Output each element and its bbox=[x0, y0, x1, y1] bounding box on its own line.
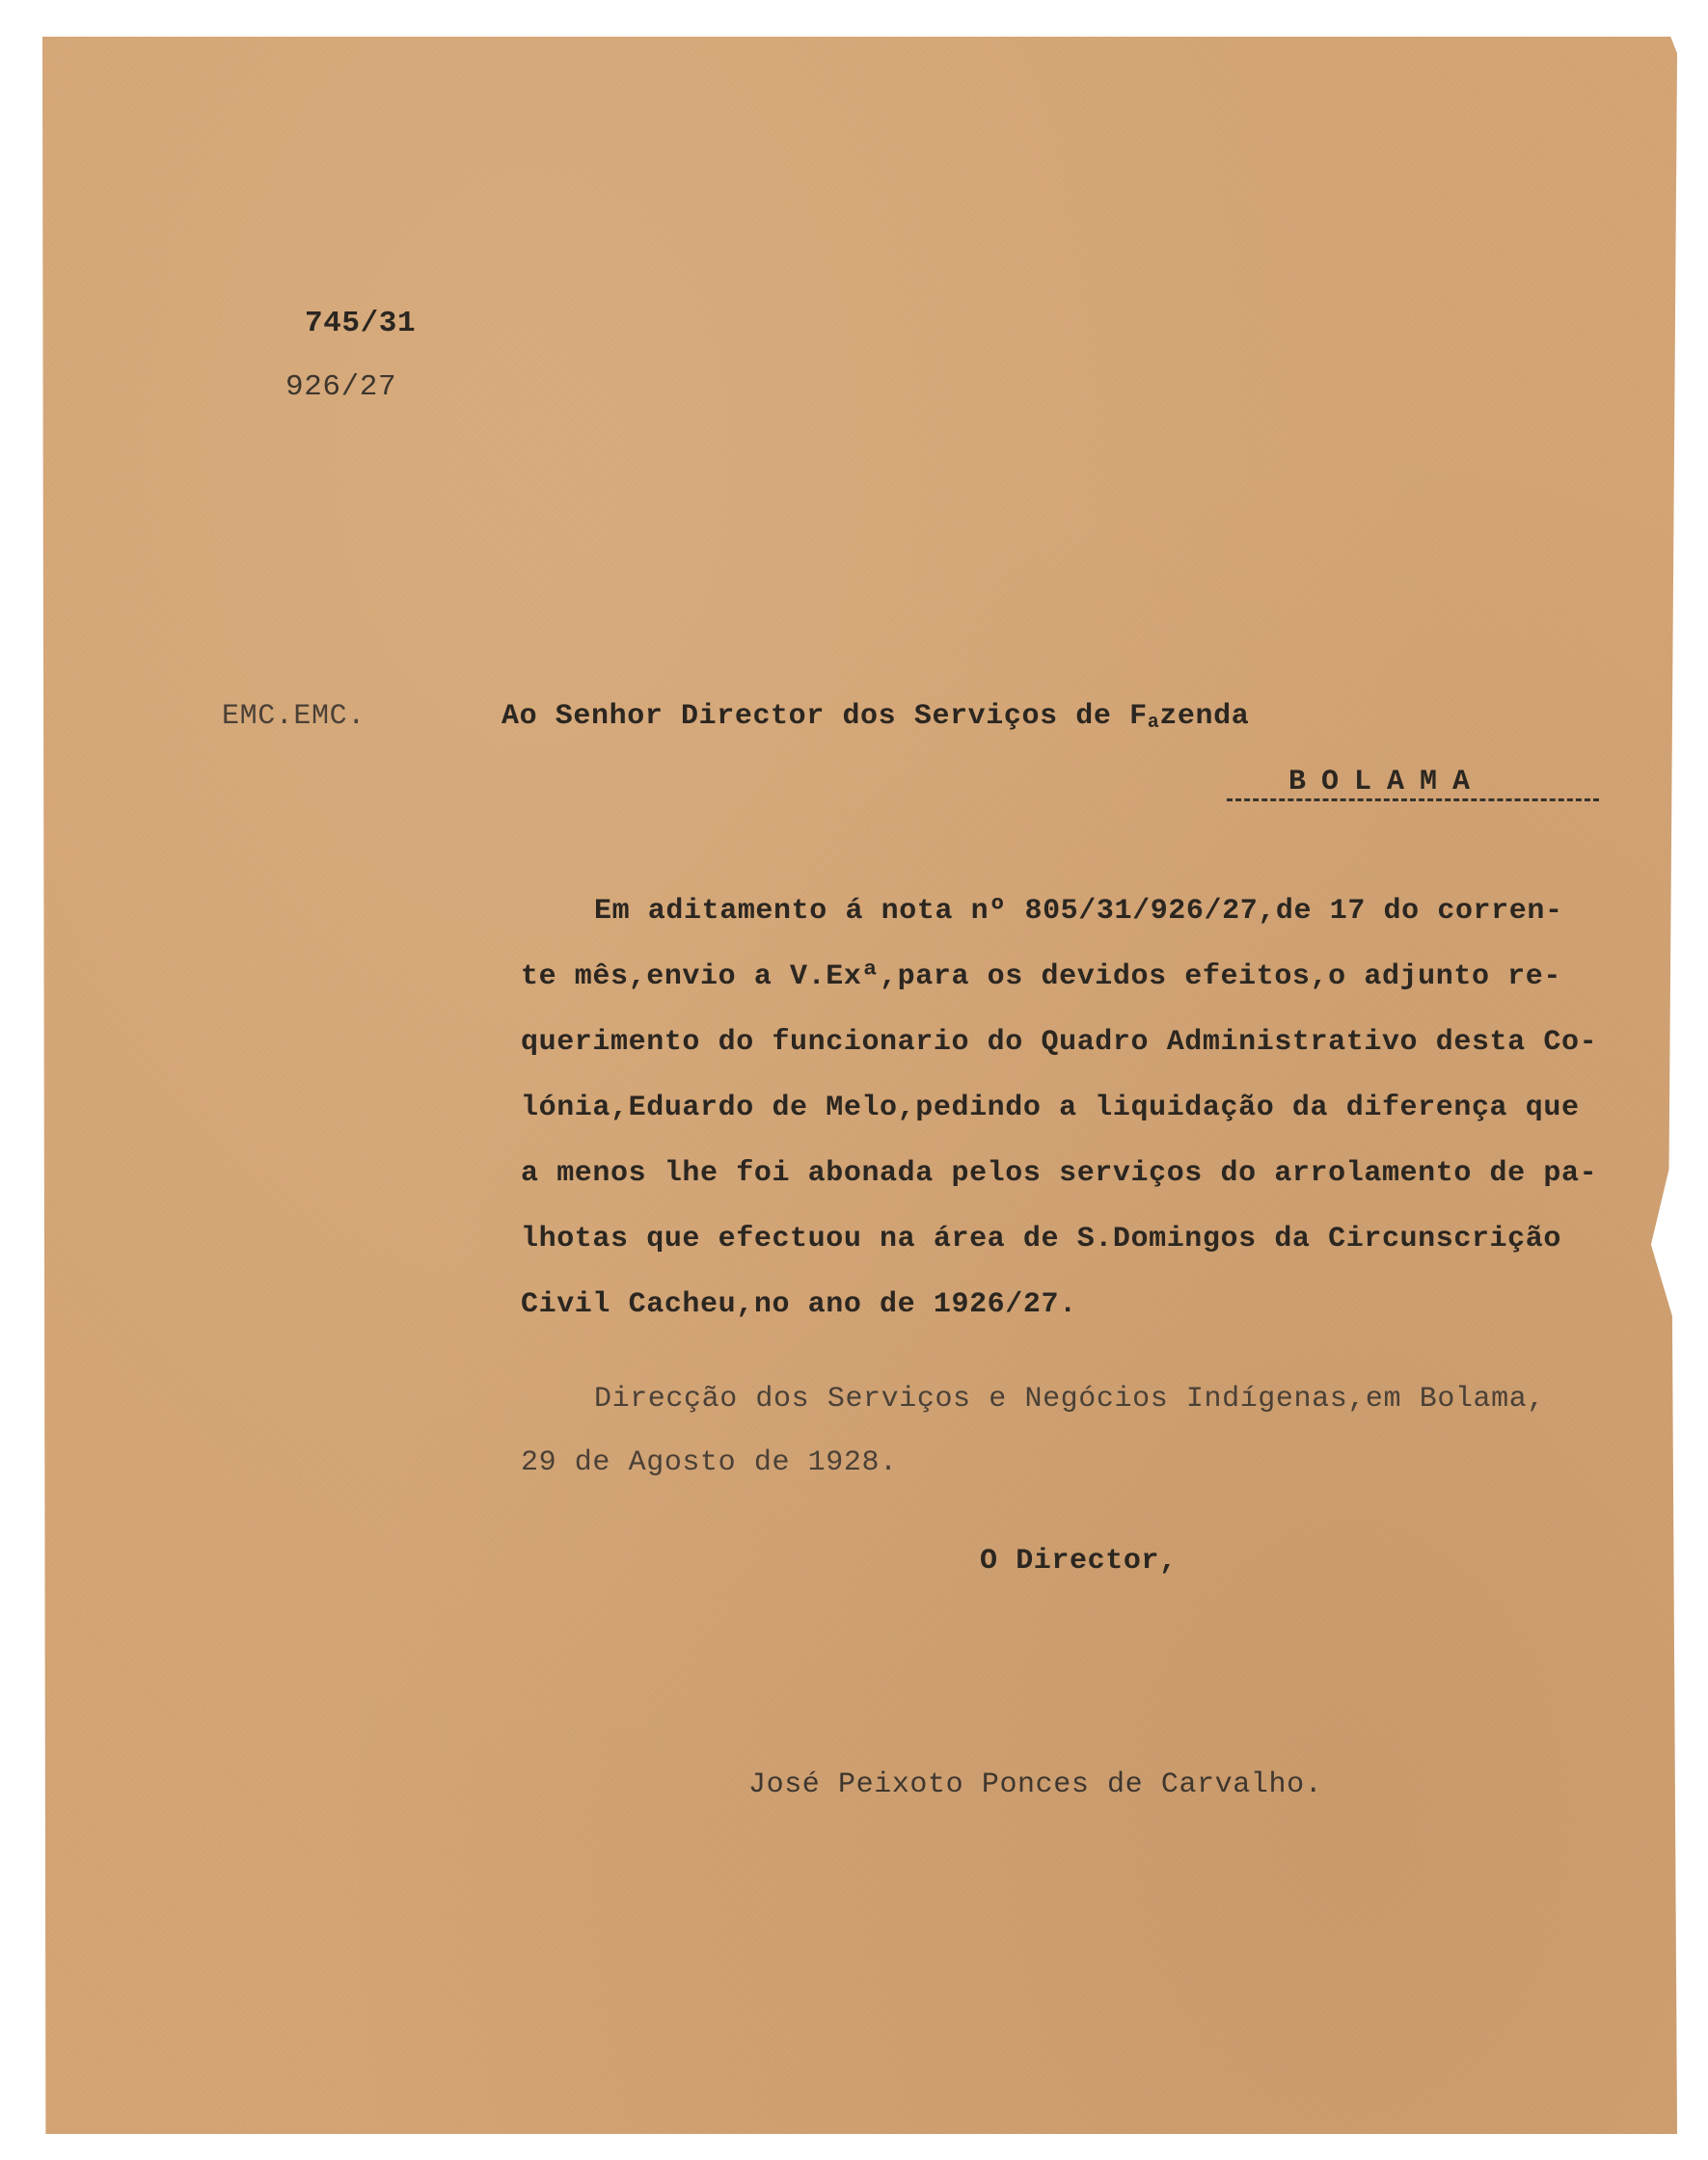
file-number-1: 745/31 bbox=[305, 307, 417, 340]
body-line-7: Civil Cacheu,no ano de 1926/27. bbox=[521, 1288, 1077, 1321]
body-line-5: a menos lhe foi abonada pelos serviços do arrolamento de pa- bbox=[521, 1157, 1598, 1190]
addressee bbox=[502, 700, 1249, 734]
city-underline bbox=[1227, 798, 1599, 801]
body-line-6: lhotas que efectuou na área de S.Domingos da Circunscrição bbox=[521, 1223, 1561, 1256]
dateline-1: Direcção dos Serviços e Negócios Indígenas,em Bolama, bbox=[594, 1383, 1545, 1416]
addressee-sub-letter: a bbox=[1147, 712, 1160, 734]
dateline-2: 29 de Agosto de 1928. bbox=[521, 1446, 898, 1479]
city-heading: BOLAMA bbox=[1288, 766, 1486, 798]
reference-code: EMC.EMC. bbox=[222, 700, 366, 733]
body-line-1: Em aditamento á nota nº 805/31/926/27,de 17 do corren- bbox=[594, 895, 1563, 928]
body-line-3: querimento do funcionario do Quadro Administrativo desta Co- bbox=[521, 1026, 1598, 1059]
body-line-2: te mês,envio a V.Exª,para os devidos efeitos,o adjunto re- bbox=[521, 960, 1561, 993]
file-number-2: 926/27 bbox=[285, 370, 397, 404]
signature-name: José Peixoto Ponces de Carvalho. bbox=[748, 1768, 1323, 1801]
closing: O Director, bbox=[980, 1545, 1178, 1578]
addressee-suffix: zenda bbox=[1159, 700, 1250, 733]
addressee-prefix: Ao Senhor Director dos Serviços de F bbox=[502, 700, 1148, 733]
body-line-4: lónia,Eduardo de Melo,pedindo a liquidação da diferença que bbox=[521, 1092, 1580, 1124]
document-page bbox=[42, 37, 1677, 2134]
